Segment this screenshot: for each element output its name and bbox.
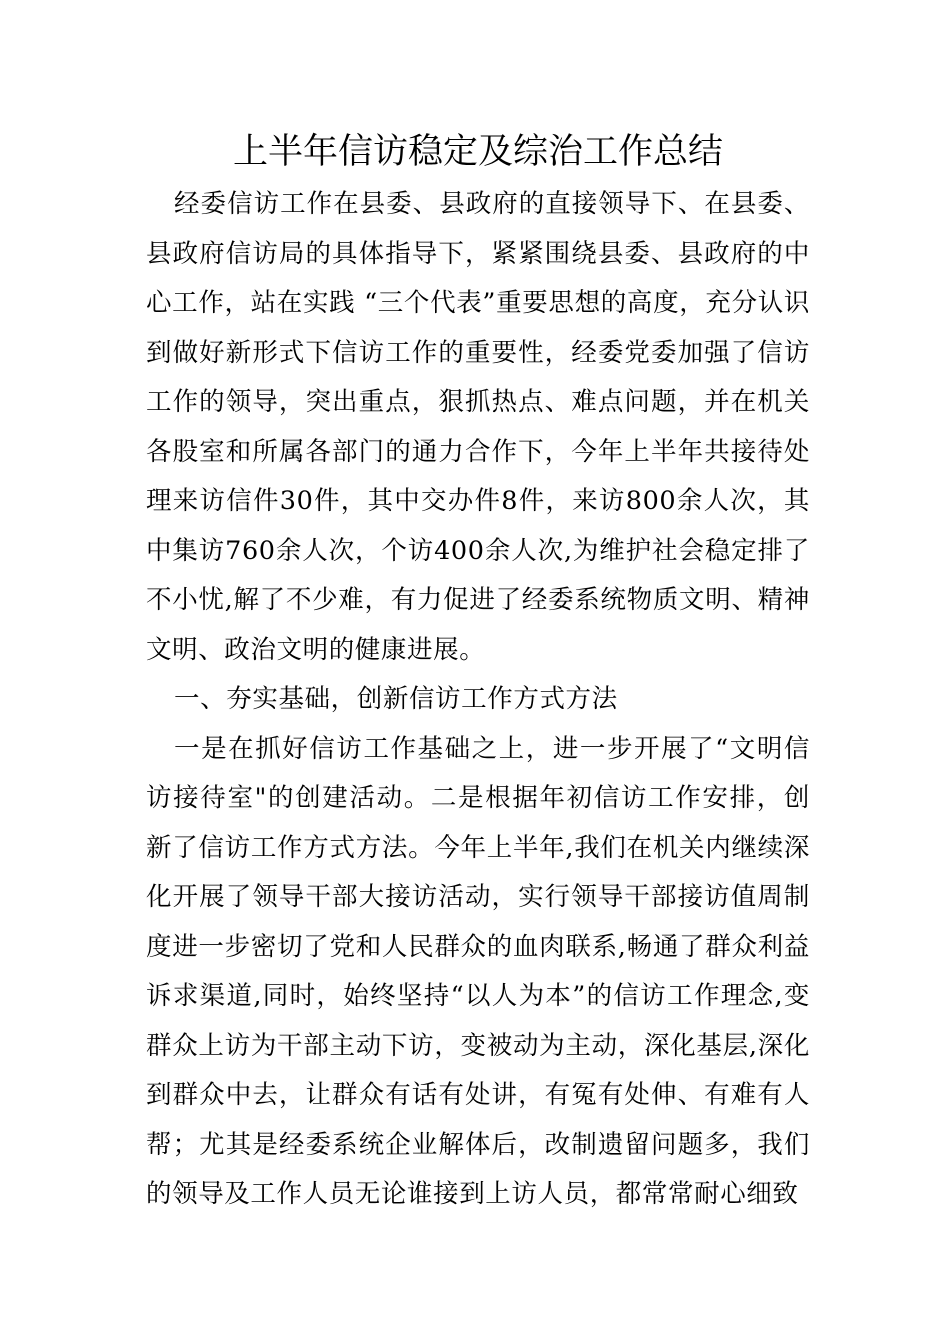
intro-paragraph: 经委信访工作在县委、县政府的直接领导下、在县委、县政府信访局的具体指导下，紧紧围绕县委、县政府的中心工作，站在实践 “三个代表”重要思想的高度，充分认识到做好新形式下信访工作的重要性，经委党委加强了信访工作的领导，突出重点，狠抓热点、难点问题，并在机关各股室和所属各部门的通力合作下，今年上半年共接待处理来访信件30件，其中交办件8件，来访800余人次，其中集访760余人次，个访400余人次,为维护社会稳定排了不小忧,解了不少难，有力促进了经委系统物质文明、精神文明、政治文明的健康进展。: [146, 189, 810, 665]
section-heading: 一、夯实基础，创新信访工作方式方法: [174, 684, 618, 714]
section-paragraph: 一是在抓好信访工作基础之上，进一步开展了“文明信访接待室"的创建活动。二是根据年初信访工作安排，创新了信访工作方式方法。今年上半年,我们在机关内继续深化开展了领导干部大接访活动，实行领导干部接访值周制度进一步密切了党和人民群众的血肉联系,畅通了群众利益诉求渠道,同时，始终坚持“以人为本”的信访工作理念,变群众上访为干部主动下访，变被动为主动，深化基层,深化到群众中去，让群众有话有处讲，有冤有处伸、有难有人帮；尤其是经委系统企业解体后，改制遗留问题多，我们的领导及工作人员无论谁接到上访人员，都常常耐心细致: [146, 733, 810, 1209]
document-title: 上半年信访稳定及综治工作总结: [232, 132, 723, 172]
document-page: [146, 118, 810, 1220]
